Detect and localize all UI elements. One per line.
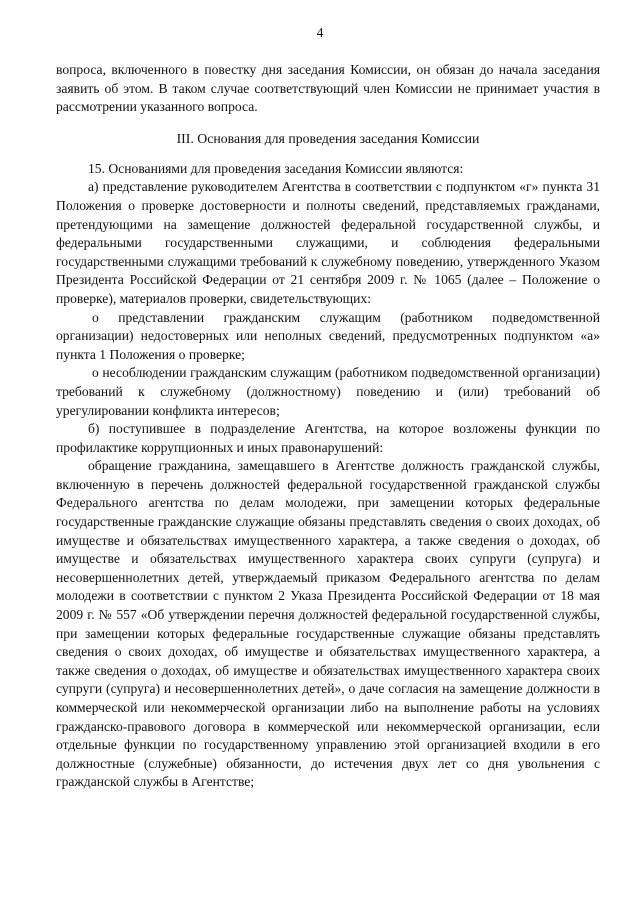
paragraph-15-a-item-1: о представлении гражданским служащим (работником подведомственной организации) недостоверных или неполных сведений, предусмотренных подпунктом «а» пункта 1 Положения о проверке; [56,309,600,362]
paragraph-15-a: а) представление руководителем Агентства в соответствии с подпунктом «г» пункта 31 Положения о проверке достоверности и полноты сведений, представляемых гражданами, претендующими на замещение должностей федеральной государственной службы, и федеральными государственными служащими, и соблюдения федеральными государственными служащими требований к служебному поведению, утвержденного Указом Президента Российской Федерации от 21 сентября 2009 г. № 1065 (далее – Положение о проверке), материалов проверки, свидетельствующих: [56,179,600,306]
paragraph-15-b-item-1: обращение гражданина, замещавшего в Агентстве должность гражданской службы, включенную в перечень должностей федеральной государственной гражданской службы Федерального агентства по делам молодежи, при замещении которых федеральные государственные гражданские служащие обязаны представлять сведения о своих доходах, об имуществе и обязательствах имущественного характера, а также сведения о доходах, об имуществе и обязательствах имущественного характера своих супруги (супруга) и несовершеннолетних детей, утверждаемый приказом Федерального агентства по делам молодежи в соответствии с пунктом 2 Указа Президента Российской Федерации от 18 мая 2009 г. № 557 «Об утверждении перечня должностей федеральной государственной службы, при замещении которых федеральные государственные служащие обязаны представлять сведения о своих доходах, об имуществе и обязательствах имущественного характера, а также сведения о доходах, об имуществе и обязательствах имущественного характера своих супруги (супруга) и несовершеннолетних детей», о даче согласия на замещение должности в коммерческой или некоммерческой организации либо на выполнение работы на условиях гражданско-правового договора в коммерческой или некоммерческой организации, если отдельные функции по государственному управлению этой организацией входили в его должностные (служебные) обязанности, до истечения двух лет со дня увольнения с гражданской службы в Агентстве; [56,458,600,790]
document-body [56,61,600,792]
page-number: 4 [316,25,324,40]
paragraph-15-intro: 15. Основаниями для проведения заседания Комиссии являются: [88,160,464,176]
paragraph-15-a-item-2: о несоблюдении гражданским служащим (работником подведомственной организации) требований к служебному (должностному) поведению и (или) требований об урегулировании конфликта интересов; [56,365,600,418]
paragraph-15-b: б) поступившее в подразделение Агентства, на которое возложены функции по профилактике коррупционных и иных правонарушений: [56,421,600,455]
continuation-paragraph: вопроса, включенного в повестку дня заседания Комиссии, он обязан до начала заседания заявить об этом. В таком случае соответствующий член Комиссии не принимает участия в рассмотрении указанного вопроса. [56,62,600,115]
section-heading: III. Основания для проведения заседания Комиссии [176,130,480,146]
